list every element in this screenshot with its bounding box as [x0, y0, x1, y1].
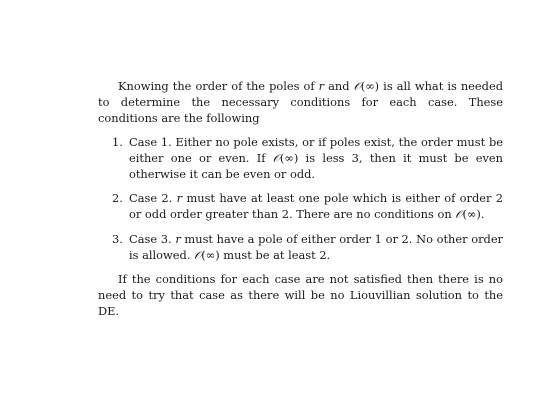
intro-text-pre: Knowing the order of the poles of [118, 79, 319, 93]
math-big-o-argument: (∞) [462, 207, 481, 222]
list-item-text: . [480, 207, 485, 222]
list-item-number: 1. [112, 134, 123, 149]
math-big-o-symbol: 𝒪 [455, 207, 463, 222]
list-item-text: Case 2. [129, 191, 177, 206]
list-item-text: Case 3. [129, 231, 176, 246]
math-var-r: r [176, 191, 183, 206]
math-big-o-argument: (∞) [201, 247, 220, 262]
math-var-r: r [318, 79, 325, 93]
intro-text-post: is all what is needed to determine the necessary conditions for each case. These conditions are the following [98, 79, 503, 126]
list-item-text: must be at least 2. [219, 247, 331, 262]
list-item-text: must have at least one pole which is either of order 2 or odd order greater than 2. There are no conditions on [129, 191, 504, 222]
list-item-text: must have a pole of either order 1 or 2. No other order is allowed. [129, 231, 504, 262]
intro-paragraph [98, 78, 503, 127]
conditions-list [98, 134, 503, 263]
list-item-number: 3. [112, 231, 123, 246]
math-var-r: r [175, 231, 181, 246]
math-big-o-argument: (∞) [360, 79, 380, 93]
list-item-case-1 [98, 134, 503, 183]
closing-paragraph: If the conditions for each case are not satisfied then there is no need to try that case as there will be no Liouvillian solution to the DE. [98, 272, 503, 319]
list-item-text: is less 3, then it must be even otherwise it can be even or odd. [129, 150, 503, 182]
document-body [98, 78, 503, 320]
math-big-o-symbol: 𝒪 [272, 150, 280, 165]
math-big-o-symbol: 𝒪 [353, 79, 361, 93]
list-item-case-2 [98, 190, 503, 222]
intro-text-mid: and [324, 79, 354, 93]
list-item-case-3 [98, 231, 503, 263]
math-big-o-argument: (∞) [279, 150, 299, 165]
list-item-number: 2. [112, 191, 123, 206]
list-item-text: Case 1. Either no pole exists, or if poles exist, the order must be either one or even. If [129, 134, 503, 165]
math-big-o-symbol: 𝒪 [194, 247, 202, 262]
